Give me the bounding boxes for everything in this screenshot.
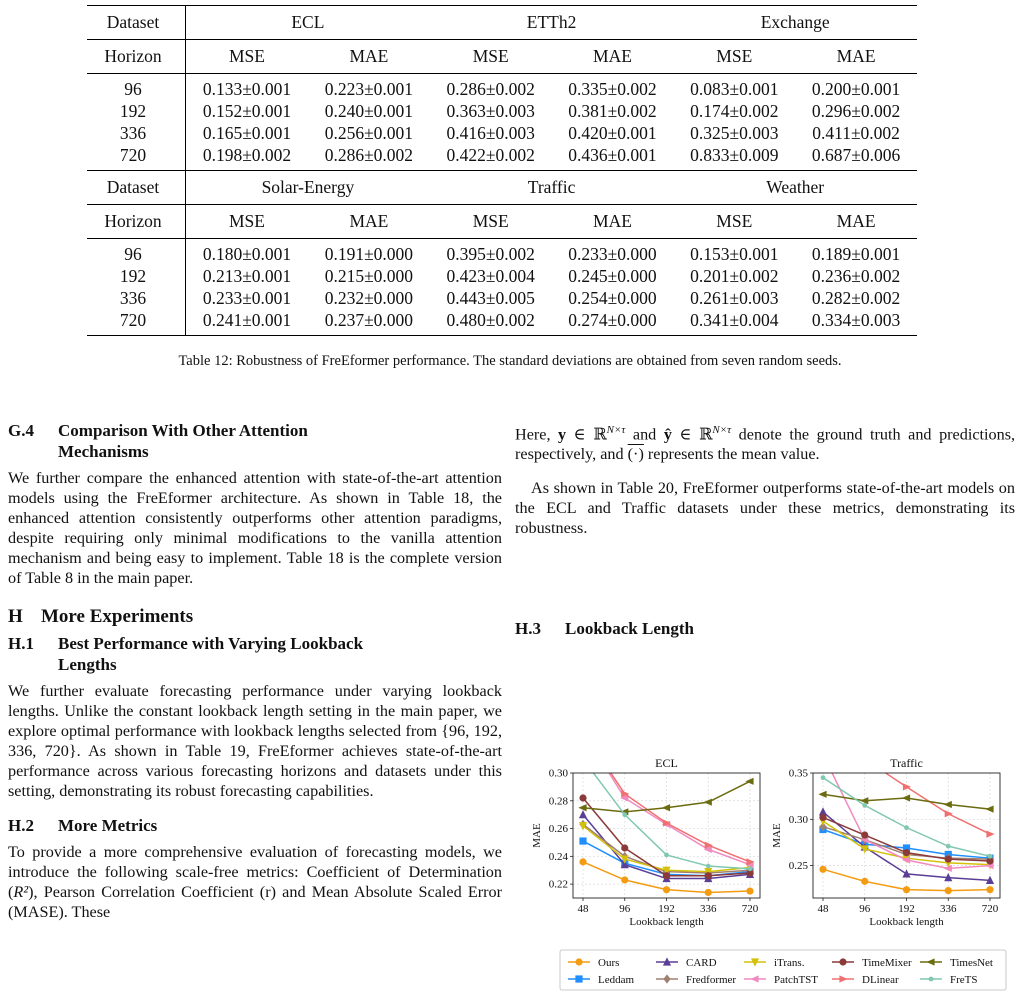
metric-name: MSE [673, 40, 795, 74]
table-cell: 0.286±0.002 [430, 74, 552, 101]
metric-name: MSE [186, 205, 308, 239]
legend-label: FreTS [950, 973, 978, 986]
table-cell: 0.335±0.002 [552, 74, 674, 101]
series-timesnet [818, 791, 993, 813]
table-cell: 0.200±0.001 [795, 74, 917, 101]
table-cell: 0.334±0.003 [795, 309, 917, 336]
data-point [579, 837, 586, 844]
data-point [579, 858, 586, 865]
metric-name: MSE [186, 40, 308, 74]
x-tick-label: 720 [981, 903, 999, 915]
dataset-name: ECL [186, 6, 430, 40]
data-point [662, 804, 670, 811]
data-point [663, 886, 670, 893]
metric-name: MAE [308, 40, 430, 74]
metric-name: MAE [552, 205, 674, 239]
horizon-value: 720 [87, 309, 186, 336]
horizon-value: 96 [87, 239, 186, 266]
y-tick-label: 0.25 [788, 860, 808, 873]
data-point [903, 886, 910, 893]
data-point [819, 866, 826, 873]
table-header-row [87, 6, 917, 40]
table-cell: 0.325±0.003 [690, 123, 779, 143]
table-cell: 0.233±0.000 [552, 239, 674, 266]
table-row [87, 239, 917, 266]
data-point [818, 751, 826, 758]
y-tick-label: 0.35 [788, 767, 808, 780]
data-point [986, 886, 993, 893]
paragraph-text: To provide a more comprehensive evaluation of forecasting models, we introduce the following scale-free metrics: Coefficient of Determination ( [8, 843, 502, 901]
metric-name: MAE [552, 40, 674, 74]
table-cell: 0.286±0.002 [324, 145, 414, 165]
legend-label: TimeMixer [862, 956, 912, 969]
x-tick-label: 720 [741, 903, 759, 915]
horizon-label: Horizon [87, 40, 186, 74]
table-cell: 0.282±0.002 [811, 288, 901, 308]
table-cell: 0.233±0.001 [202, 288, 292, 308]
dims-superscript: N×τ [606, 424, 626, 436]
chart-title: Traffic [890, 756, 923, 770]
data-point [944, 801, 952, 808]
paragraph-h1: We further evaluate forecasting performance under varying lookback lengths. Unlike the constant lookback length setting in the main paper, we explore optimal performance with lookback lengths selected from {96, 192, 336, 720}. As shown in Table 19, FreEformer achieves state-of-the-art performance across various forecasting horizons and datasets under this setting, demonstrating its robust forecasting capabilities. [8, 682, 502, 800]
legend-label: Ours [598, 956, 620, 969]
lookback-chart-svg [515, 745, 1015, 1007]
x-axis-label: Lookback length [629, 916, 704, 928]
data-point [862, 803, 867, 808]
table-cell: 0.256±0.001 [324, 123, 414, 143]
data-point [575, 975, 582, 982]
results-table [87, 5, 917, 336]
table-cell: 0.420±0.001 [568, 123, 657, 143]
table-cell: 0.083±0.001 [673, 74, 795, 101]
table-metric-row [87, 205, 917, 239]
dataset-name: Solar-Energy [186, 171, 430, 205]
table-cell: 0.443±0.005 [446, 288, 535, 308]
section-number: G.4 [8, 421, 34, 440]
series-dlinear [819, 732, 994, 837]
table-cell: 0.416±0.003 [446, 123, 535, 143]
table-cell: 0.198±0.002 [202, 145, 292, 165]
table-row [87, 100, 917, 122]
dataset-label: Dataset [87, 171, 186, 205]
paragraph-g4: We further compare the enhanced attention with state-of-the-art attention models using the FreEformer architecture. As shown in Table 18, the enhanced attention consistently outperforms other attention paradigms, despite requiring only minimal modifications to the vanilla attention mechanism and being easy to implement. Table 18 is the complete version of Table 8 in the main paper. [8, 469, 502, 587]
data-point [945, 810, 953, 817]
data-point [664, 853, 669, 858]
section-title-line: Mechanisms [58, 442, 149, 461]
section-heading-h2 [8, 815, 502, 836]
section-title: More Experiments [41, 606, 194, 627]
table-cell: 0.133±0.001 [186, 74, 308, 101]
series-line [583, 826, 750, 872]
metric-name: MSE [673, 205, 795, 239]
table-cell: 0.411±0.002 [812, 123, 900, 143]
legend-label: PatchTST [774, 973, 818, 986]
table-row [87, 144, 917, 171]
section-title-line: Comparison With Other Attention [58, 421, 308, 440]
data-point [945, 856, 952, 863]
y-tick-label: 0.28 [548, 795, 568, 808]
table-cell: 0.189±0.001 [795, 239, 917, 266]
paragraph-text: represents the mean value. [643, 445, 820, 464]
chart-title: ECL [655, 756, 678, 770]
section-title-line: Best Performance with Varying Lookback [58, 634, 364, 653]
data-point [902, 794, 910, 801]
lookback-figure [515, 745, 1015, 1005]
x-tick-label: 336 [940, 903, 957, 915]
table-cell: 0.833±0.009 [690, 145, 779, 165]
table-cell: 0.201±0.002 [690, 266, 779, 286]
metric-name: MAE [308, 205, 430, 239]
table-cell: 0.213±0.001 [202, 266, 292, 286]
data-point [745, 778, 753, 785]
section-number: H.3 [515, 619, 541, 639]
data-point [581, 757, 586, 762]
table-cell: 0.423±0.004 [446, 266, 535, 286]
horizon-value: 336 [87, 122, 186, 144]
y-tick-label: 0.24 [548, 850, 568, 863]
series-patchtst [578, 728, 753, 869]
table-cell: 0.274±0.000 [552, 309, 674, 336]
data-point [578, 728, 586, 735]
metric-name: MSE [430, 40, 552, 74]
dataset-name: Weather [673, 171, 917, 205]
right-column [515, 420, 1015, 639]
paragraph-text: ∈ ℝ [671, 425, 713, 444]
x-axis-label: Lookback length [869, 916, 944, 928]
paragraph-text: ), Pearson Correlation Coefficient (r) and Mean Absolute Scaled Error (MASE). These [8, 883, 502, 921]
data-point [579, 728, 587, 735]
table-cell: 0.236±0.002 [811, 266, 901, 286]
data-point [705, 872, 712, 879]
table-cell: 0.422±0.002 [446, 145, 535, 165]
table-metric-row [87, 40, 917, 74]
data-point [903, 849, 910, 856]
y-axis-label: MAE [771, 823, 783, 848]
horizon-value: 96 [87, 74, 186, 101]
dataset-name: Exchange [673, 6, 917, 40]
x-tick-label: 48 [817, 903, 829, 915]
x-tick-label: 96 [619, 903, 631, 915]
x-tick-label: 192 [658, 903, 675, 915]
data-point [861, 756, 869, 763]
legend-label: iTrans. [774, 956, 805, 969]
y-tick-label: 0.26 [548, 823, 568, 836]
section-heading-g4 [8, 420, 502, 462]
horizon-value: 720 [87, 144, 186, 171]
section-number: H.1 [8, 634, 34, 653]
results-table-container [87, 5, 917, 336]
table-cell: 0.174±0.002 [690, 101, 779, 121]
symbol-y: y [558, 425, 567, 444]
table-cell: 0.165±0.001 [202, 123, 292, 143]
section-heading-h1 [8, 633, 502, 675]
data-point [986, 831, 994, 838]
metric-name: MAE [795, 205, 917, 239]
section-title [58, 420, 308, 462]
table-row [87, 287, 917, 309]
legend-label: CARD [686, 956, 717, 969]
data-point [988, 854, 993, 859]
table-cell: 0.215±0.000 [324, 266, 414, 286]
data-point [579, 810, 587, 818]
y-tick-label: 0.30 [548, 767, 568, 780]
section-heading-h3 [515, 618, 1015, 639]
data-point [929, 977, 934, 982]
data-point [622, 812, 627, 817]
table-header-row [87, 171, 917, 205]
data-point [902, 869, 910, 877]
legend-label: DLinear [862, 973, 899, 986]
horizon-value: 192 [87, 100, 186, 122]
table-cell: 0.245±0.000 [568, 266, 657, 286]
data-point [861, 831, 868, 838]
data-point [746, 887, 753, 894]
data-point [706, 864, 711, 869]
table-cell: 0.296±0.002 [811, 101, 901, 121]
table-caption: Table 12: Robustness of FreEformer performance. The standard deviations are obtained from seven random seeds. [178, 353, 842, 369]
data-point [821, 775, 826, 780]
table-cell: 0.381±0.002 [568, 101, 657, 121]
table-row [87, 74, 917, 101]
data-point [818, 791, 826, 798]
paragraph-text: ∈ ℝ [566, 425, 607, 444]
table-cell: 0.191±0.000 [308, 239, 430, 266]
table-row [87, 265, 917, 287]
paragraph-text: Here, [515, 425, 559, 444]
data-point [575, 958, 582, 965]
r2-symbol: R² [13, 883, 29, 901]
table-cell: 0.687±0.006 [811, 145, 901, 165]
section-title: Lookback Length [565, 619, 694, 639]
paragraph-text: denote the ground truth and predictions, respectively, and [515, 425, 1016, 464]
left-column [8, 420, 502, 921]
section-number: H.2 [8, 816, 34, 835]
metric-name: MSE [430, 205, 552, 239]
table-cell: 0.152±0.001 [202, 101, 292, 121]
table-cell: 0.153±0.001 [673, 239, 795, 266]
series-timesnet [578, 778, 753, 816]
metric-name: MAE [795, 40, 917, 74]
data-point [621, 844, 628, 851]
table-cell: 0.341±0.004 [673, 309, 795, 336]
symbol-yhat: ŷ [663, 425, 672, 444]
horizon-value: 192 [87, 265, 186, 287]
table-row [87, 122, 917, 144]
data-point [663, 872, 670, 879]
section-title-line: Lengths [58, 655, 117, 674]
section-title [58, 633, 363, 675]
horizon-value: 336 [87, 287, 186, 309]
data-point [579, 794, 586, 801]
paragraph-text: and [625, 425, 664, 444]
dataset-name: Traffic [430, 171, 674, 205]
data-point [819, 732, 827, 739]
paragraph-table20: As shown in Table 20, FreEformer outperforms state-of-the-art models on the ECL and Traffic datasets under these metrics, demonstrating its robustness. [515, 479, 1015, 538]
x-tick-label: 192 [898, 903, 915, 915]
data-point [819, 814, 826, 821]
data-point [839, 958, 846, 965]
data-point [946, 844, 951, 849]
table-cell: 0.237±0.000 [308, 309, 430, 336]
data-point [578, 804, 586, 811]
data-point [621, 876, 628, 883]
data-point [704, 799, 712, 806]
data-point [748, 866, 753, 871]
data-point [985, 806, 993, 813]
y-tick-label: 0.30 [788, 813, 808, 826]
table-cell: 0.436±0.001 [568, 145, 657, 165]
x-tick-label: 336 [700, 903, 717, 915]
horizon-label: Horizon [87, 205, 186, 239]
table-cell: 0.241±0.001 [186, 309, 308, 336]
table-cell: 0.395±0.002 [430, 239, 552, 266]
table-cell: 0.240±0.001 [324, 101, 414, 121]
paragraph-h2 [8, 842, 502, 921]
table-cell: 0.180±0.001 [186, 239, 308, 266]
table-cell: 0.261±0.003 [690, 288, 779, 308]
data-point [945, 887, 952, 894]
dims-superscript: N×τ [712, 424, 732, 436]
legend-label: Fredformer [686, 973, 737, 986]
x-tick-label: 48 [577, 903, 589, 915]
legend-label: Leddam [598, 973, 635, 986]
table-cell: 0.223±0.001 [308, 74, 430, 101]
table-cell: 0.480±0.002 [430, 309, 552, 336]
x-tick-label: 96 [859, 903, 871, 915]
legend-label: TimesNet [950, 956, 993, 969]
y-tick-label: 0.22 [548, 878, 568, 891]
mean-symbol: (·) [627, 445, 644, 464]
paragraph-notation [515, 420, 1015, 464]
data-point [861, 878, 868, 885]
section-heading-h [8, 605, 502, 629]
table-cell: 0.363±0.003 [446, 101, 535, 121]
dataset-name: ETTh2 [430, 6, 674, 40]
table-cell: 0.254±0.000 [568, 288, 657, 308]
y-axis-label: MAE [531, 823, 543, 848]
table-cell: 0.232±0.000 [324, 288, 414, 308]
section-number: H [8, 606, 23, 627]
table-row [87, 309, 917, 336]
dataset-label: Dataset [87, 6, 186, 40]
data-point [904, 825, 909, 830]
data-point [705, 889, 712, 896]
section-title: More Metrics [58, 816, 158, 835]
